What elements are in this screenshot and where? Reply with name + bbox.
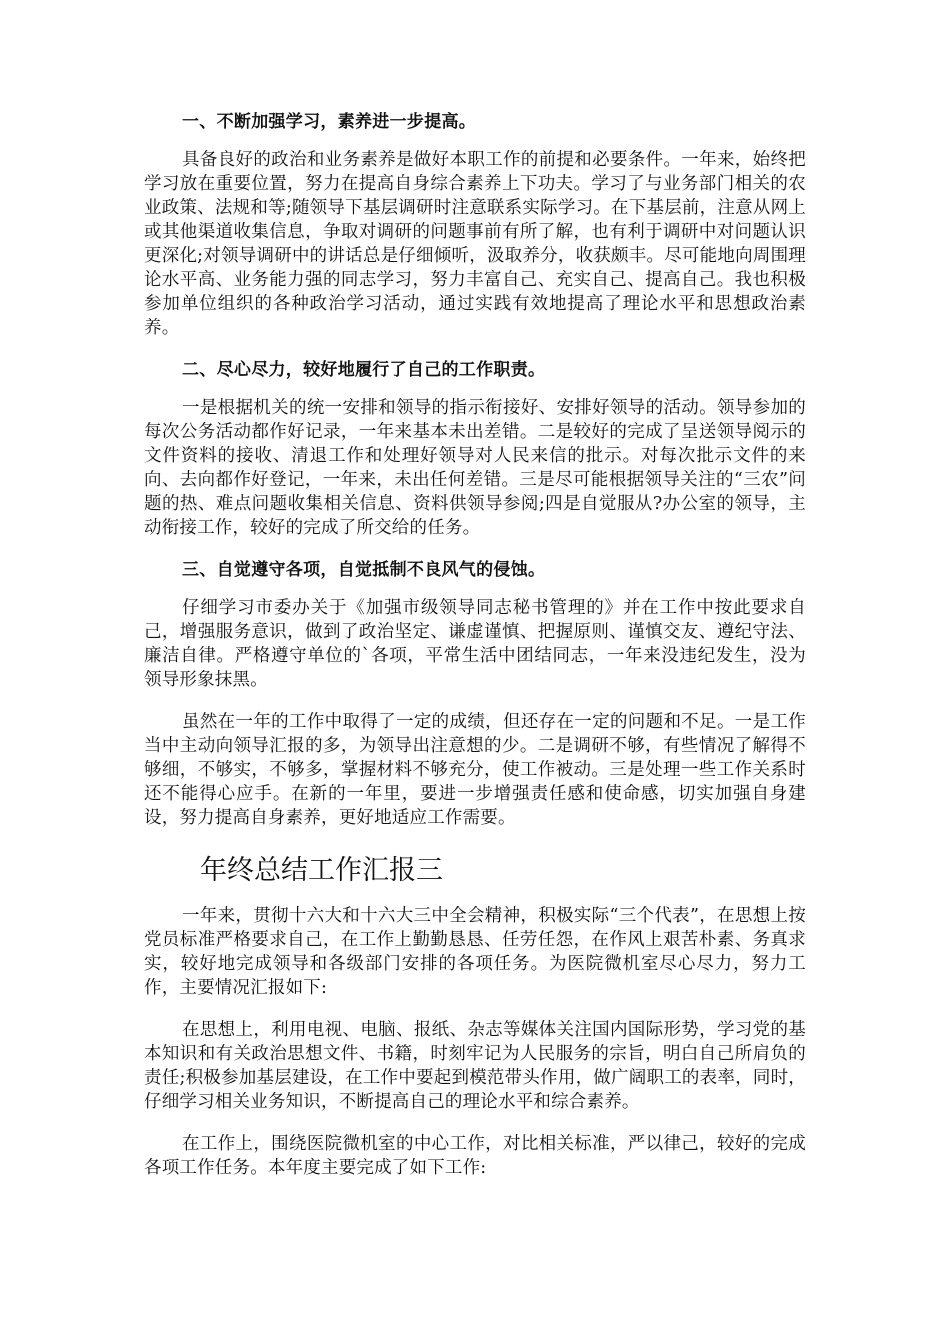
report-3-paragraph-2: 在思想上，利用电视、电脑、报纸、杂志等媒体关注国内国际形势，学习党的基本知识和有关政治思想文件、书籍，时刻牢记为人民服务的宗旨，明白自己所肩负的责任;积极参加基层建设，在工作中要起到模范带头作用，做广阔职工的表率，同时，仔细学习相关业务知识，不断提高自己的理论水平和综合素养。 — [144, 1020, 806, 1112]
section-1-paragraph: 具备良好的政治和业务素养是做好本职工作的前提和必要条件。一年来，始终把学习放在重要位置，努力在提高自身综合素养上下功夫。学习了与业务部门相关的农业政策、法规和等;随领导下基层调研时注意联系实际学习。在下基层前，注意从网上或其他渠道收集信息，争取对调研的问题事前有所了解，也有利于调研中对问题认识更深化;对领导调研中的讲话总是仔细倾听，汲取养分，收获颇丰。尽可能地向周围理论水平高、业务能力强的同志学习，努力丰富自己、充实自己、提高自己。我也积极参加单位组织的各种政治学习活动，通过实践有效地提高了理论水平和思想政治素养。 — [144, 150, 806, 338]
section-2-heading: 二、尽心尽力，较好地履行了自己的工作职责。 — [182, 360, 546, 380]
section-2-paragraph: 一是根据机关的统一安排和领导的指示衔接好、安排好领导的活动。领导参加的每次公务活动都作好记录，一年来基本未出差错。二是较好的完成了呈送领导阅示的文件资料的接收、清退工作和处理好领导对人民来信的批示。对每次批示文件的来向、去向都作好登记，一年来，未出任何差错。三是尽可能根据领导关注的“三农”问题的热、难点问题收集相关信息、资料供领导参阅;四是自觉服从?办公室的领导，主动衔接工作，较好的完成了所交给的任务。 — [144, 398, 806, 538]
report-3-title: 年终总结工作汇报三 — [200, 855, 443, 886]
document-content — [144, 110, 806, 1198]
report-3-paragraph-1: 一年来，贯彻十六大和十六大三中全会精神，积极实际“三个代表”，在思想上按党员标准严格要求自己，在工作上勤勤恳恳、任劳任怨，在作风上艰苦朴素、务真求实，较好地完成领导和各级部门安排的各项任务。为医院微机室尽心尽力，努力工作，主要情况汇报如下: — [144, 906, 806, 998]
section-3-paragraph-1: 仔细学习市委办关于《加强市级领导同志秘书管理的》并在工作中按此要求自己，增强服务意识，做到了政治坚定、谦虚谨慎、把握原则、谨慎交友、遵纪守法、廉洁自律。严格遵守单位的`各项，平常生活中团结同志，一年来没违纪发生，没为领导形象抹黑。 — [144, 598, 806, 690]
section-1-heading: 一、不断加强学习，素养进一步提高。 — [182, 112, 477, 132]
section-3-paragraph-2: 虽然在一年的工作中取得了一定的成绩，但还存在一定的问题和不足。一是工作当中主动向领导汇报的多，为领导出注意想的少。二是调研不够，有些情况了解得不够细，不够实，不够多，掌握材料不够充分，使工作被动。三是处理一些工作关系时还不能得心应手。在新的一年里，要进一步增强责任感和使命感，切实加强自身建设，努力提高自身素养，更好地适应工作需要。 — [144, 712, 806, 828]
section-3-heading: 三、自觉遵守各项，自觉抵制不良风气的侵蚀。 — [182, 560, 546, 580]
report-3-paragraph-3: 在工作上，围绕医院微机室的中心工作，对比相关标准，严以律己，较好的完成各项工作任务。本年度主要完成了如下工作: — [144, 1134, 806, 1178]
